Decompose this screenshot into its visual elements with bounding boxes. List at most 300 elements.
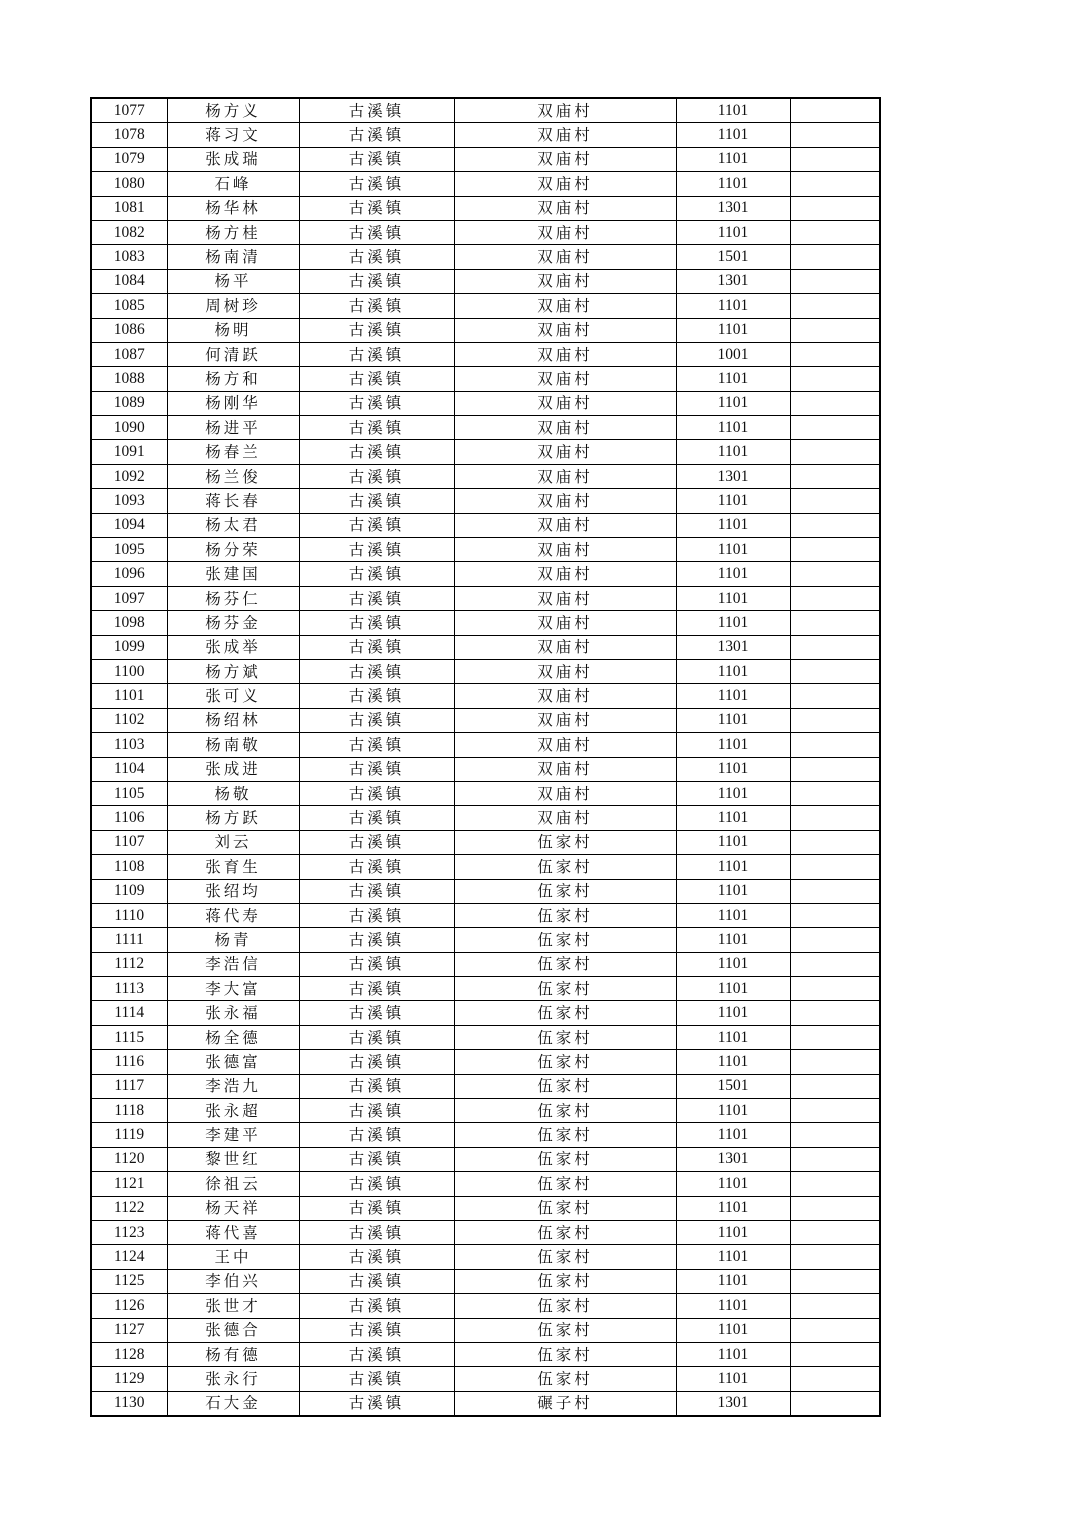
table-row <box>91 294 880 318</box>
note-cell <box>790 489 880 513</box>
village-cell: 伍家村 <box>454 1001 676 1025</box>
town-cell: 古溪镇 <box>299 1050 454 1074</box>
table-row <box>91 952 880 976</box>
table-row <box>91 659 880 683</box>
town-cell: 古溪镇 <box>299 806 454 830</box>
village-cell: 伍家村 <box>454 879 676 903</box>
village-cell: 双庙村 <box>454 513 676 537</box>
village-cell: 伍家村 <box>454 1050 676 1074</box>
town-cell: 古溪镇 <box>299 220 454 244</box>
person-name-cell: 张永行 <box>167 1367 299 1391</box>
town-cell: 古溪镇 <box>299 513 454 537</box>
table-row <box>91 1050 880 1074</box>
note-cell <box>790 318 880 342</box>
row-number-cell: 1125 <box>91 1269 167 1293</box>
village-cell: 双庙村 <box>454 733 676 757</box>
village-cell: 伍家村 <box>454 1099 676 1123</box>
row-number-cell: 1083 <box>91 245 167 269</box>
village-cell: 双庙村 <box>454 318 676 342</box>
code-cell: 1101 <box>676 538 790 562</box>
village-cell: 伍家村 <box>454 1123 676 1147</box>
code-cell: 1101 <box>676 611 790 635</box>
person-name-cell: 杨进平 <box>167 416 299 440</box>
note-cell <box>790 172 880 196</box>
code-cell: 1101 <box>676 1342 790 1366</box>
table-row <box>91 172 880 196</box>
code-cell: 1301 <box>676 635 790 659</box>
person-name-cell: 王中 <box>167 1245 299 1269</box>
town-cell: 古溪镇 <box>299 1391 454 1416</box>
town-cell: 古溪镇 <box>299 1220 454 1244</box>
village-cell: 双庙村 <box>454 123 676 147</box>
town-cell: 古溪镇 <box>299 855 454 879</box>
note-cell <box>790 879 880 903</box>
code-cell: 1101 <box>676 1294 790 1318</box>
town-cell: 古溪镇 <box>299 1196 454 1220</box>
person-name-cell: 杨芬仁 <box>167 586 299 610</box>
row-number-cell: 1104 <box>91 757 167 781</box>
note-cell <box>790 806 880 830</box>
row-number-cell: 1100 <box>91 659 167 683</box>
town-cell: 古溪镇 <box>299 342 454 366</box>
code-cell: 1101 <box>676 147 790 171</box>
town-cell: 古溪镇 <box>299 684 454 708</box>
person-name-cell: 杨芬金 <box>167 611 299 635</box>
village-cell: 伍家村 <box>454 1294 676 1318</box>
note-cell <box>790 781 880 805</box>
village-cell: 伍家村 <box>454 1318 676 1342</box>
village-cell: 伍家村 <box>454 952 676 976</box>
town-cell: 古溪镇 <box>299 977 454 1001</box>
code-cell: 1101 <box>676 1318 790 1342</box>
person-name-cell: 蒋习文 <box>167 123 299 147</box>
code-cell: 1101 <box>676 806 790 830</box>
table-row <box>91 1001 880 1025</box>
row-number-cell: 1107 <box>91 830 167 854</box>
note-cell <box>790 367 880 391</box>
records-table <box>90 97 881 1417</box>
note-cell <box>790 562 880 586</box>
note-cell <box>790 659 880 683</box>
code-cell: 1101 <box>676 830 790 854</box>
code-cell: 1101 <box>676 1269 790 1293</box>
row-number-cell: 1093 <box>91 489 167 513</box>
village-cell: 伍家村 <box>454 1196 676 1220</box>
person-name-cell: 杨南敬 <box>167 733 299 757</box>
row-number-cell: 1119 <box>91 1123 167 1147</box>
code-cell: 1101 <box>676 952 790 976</box>
person-name-cell: 杨分荣 <box>167 538 299 562</box>
person-name-cell: 杨全德 <box>167 1025 299 1049</box>
town-cell: 古溪镇 <box>299 1025 454 1049</box>
person-name-cell: 张成举 <box>167 635 299 659</box>
person-name-cell: 杨华林 <box>167 196 299 220</box>
town-cell: 古溪镇 <box>299 830 454 854</box>
table-row <box>91 977 880 1001</box>
note-cell <box>790 245 880 269</box>
code-cell: 1501 <box>676 1074 790 1098</box>
code-cell: 1101 <box>676 562 790 586</box>
code-cell: 1101 <box>676 318 790 342</box>
note-cell <box>790 1001 880 1025</box>
table-row <box>91 416 880 440</box>
code-cell: 1101 <box>676 757 790 781</box>
code-cell: 1301 <box>676 464 790 488</box>
town-cell: 古溪镇 <box>299 1342 454 1366</box>
village-cell: 双庙村 <box>454 416 676 440</box>
table-row <box>91 489 880 513</box>
person-name-cell: 杨方跃 <box>167 806 299 830</box>
town-cell: 古溪镇 <box>299 464 454 488</box>
town-cell: 古溪镇 <box>299 1172 454 1196</box>
person-name-cell: 杨方斌 <box>167 659 299 683</box>
row-number-cell: 1090 <box>91 416 167 440</box>
village-cell: 双庙村 <box>454 757 676 781</box>
person-name-cell: 李建平 <box>167 1123 299 1147</box>
village-cell: 碾子村 <box>454 1391 676 1416</box>
person-name-cell: 张可义 <box>167 684 299 708</box>
village-cell: 双庙村 <box>454 806 676 830</box>
person-name-cell: 蒋代喜 <box>167 1220 299 1244</box>
village-cell: 伍家村 <box>454 855 676 879</box>
person-name-cell: 张成进 <box>167 757 299 781</box>
note-cell <box>790 1172 880 1196</box>
village-cell: 伍家村 <box>454 903 676 927</box>
table-row <box>91 367 880 391</box>
code-cell: 1101 <box>676 733 790 757</box>
person-name-cell: 张育生 <box>167 855 299 879</box>
code-cell: 1101 <box>676 781 790 805</box>
row-number-cell: 1111 <box>91 928 167 952</box>
note-cell <box>790 1147 880 1171</box>
note-cell <box>790 635 880 659</box>
table-row <box>91 1342 880 1366</box>
table-row <box>91 513 880 537</box>
village-cell: 双庙村 <box>454 172 676 196</box>
note-cell <box>790 952 880 976</box>
note-cell <box>790 1318 880 1342</box>
village-cell: 双庙村 <box>454 147 676 171</box>
table-row <box>91 1245 880 1269</box>
row-number-cell: 1081 <box>91 196 167 220</box>
table-row <box>91 879 880 903</box>
row-number-cell: 1084 <box>91 269 167 293</box>
person-name-cell: 黎世红 <box>167 1147 299 1171</box>
code-cell: 1301 <box>676 196 790 220</box>
village-cell: 双庙村 <box>454 196 676 220</box>
note-cell <box>790 294 880 318</box>
town-cell: 古溪镇 <box>299 367 454 391</box>
row-number-cell: 1085 <box>91 294 167 318</box>
code-cell: 1101 <box>676 1099 790 1123</box>
person-name-cell: 杨绍林 <box>167 708 299 732</box>
table-row <box>91 318 880 342</box>
village-cell: 伍家村 <box>454 1074 676 1098</box>
town-cell: 古溪镇 <box>299 635 454 659</box>
row-number-cell: 1123 <box>91 1220 167 1244</box>
village-cell: 双庙村 <box>454 489 676 513</box>
town-cell: 古溪镇 <box>299 1294 454 1318</box>
code-cell: 1301 <box>676 269 790 293</box>
row-number-cell: 1103 <box>91 733 167 757</box>
row-number-cell: 1091 <box>91 440 167 464</box>
person-name-cell: 杨方和 <box>167 367 299 391</box>
person-name-cell: 杨敬 <box>167 781 299 805</box>
village-cell: 双庙村 <box>454 367 676 391</box>
note-cell <box>790 1245 880 1269</box>
person-name-cell: 石峰 <box>167 172 299 196</box>
code-cell: 1101 <box>676 367 790 391</box>
town-cell: 古溪镇 <box>299 489 454 513</box>
table-row <box>91 538 880 562</box>
code-cell: 1301 <box>676 1147 790 1171</box>
town-cell: 古溪镇 <box>299 562 454 586</box>
code-cell: 1101 <box>676 513 790 537</box>
code-cell: 1101 <box>676 708 790 732</box>
note-cell <box>790 269 880 293</box>
row-number-cell: 1092 <box>91 464 167 488</box>
row-number-cell: 1106 <box>91 806 167 830</box>
town-cell: 古溪镇 <box>299 245 454 269</box>
row-number-cell: 1082 <box>91 220 167 244</box>
person-name-cell: 杨太君 <box>167 513 299 537</box>
person-name-cell: 李大富 <box>167 977 299 1001</box>
village-cell: 伍家村 <box>454 1147 676 1171</box>
town-cell: 古溪镇 <box>299 1245 454 1269</box>
table-row <box>91 1220 880 1244</box>
village-cell: 伍家村 <box>454 1269 676 1293</box>
person-name-cell: 刘云 <box>167 830 299 854</box>
row-number-cell: 1097 <box>91 586 167 610</box>
person-name-cell: 张成瑞 <box>167 147 299 171</box>
town-cell: 古溪镇 <box>299 757 454 781</box>
code-cell: 1101 <box>676 1367 790 1391</box>
table-row <box>91 1172 880 1196</box>
person-name-cell: 杨春兰 <box>167 440 299 464</box>
table-row <box>91 1391 880 1416</box>
town-cell: 古溪镇 <box>299 781 454 805</box>
person-name-cell: 张建国 <box>167 562 299 586</box>
town-cell: 古溪镇 <box>299 952 454 976</box>
table-row <box>91 196 880 220</box>
code-cell: 1101 <box>676 977 790 1001</box>
note-cell <box>790 1099 880 1123</box>
person-name-cell: 杨有德 <box>167 1342 299 1366</box>
person-name-cell: 杨平 <box>167 269 299 293</box>
table-row <box>91 245 880 269</box>
code-cell: 1101 <box>676 123 790 147</box>
code-cell: 1101 <box>676 1001 790 1025</box>
person-name-cell: 杨青 <box>167 928 299 952</box>
note-cell <box>790 757 880 781</box>
table-row <box>91 147 880 171</box>
row-number-cell: 1118 <box>91 1099 167 1123</box>
note-cell <box>790 342 880 366</box>
village-cell: 伍家村 <box>454 1367 676 1391</box>
village-cell: 双庙村 <box>454 294 676 318</box>
person-name-cell: 徐祖云 <box>167 1172 299 1196</box>
table-row <box>91 708 880 732</box>
village-cell: 双庙村 <box>454 98 676 123</box>
note-cell <box>790 1294 880 1318</box>
code-cell: 1101 <box>676 416 790 440</box>
row-number-cell: 1089 <box>91 391 167 415</box>
code-cell: 1301 <box>676 1391 790 1416</box>
row-number-cell: 1115 <box>91 1025 167 1049</box>
row-number-cell: 1124 <box>91 1245 167 1269</box>
row-number-cell: 1129 <box>91 1367 167 1391</box>
code-cell: 1101 <box>676 391 790 415</box>
table-row <box>91 806 880 830</box>
table-row <box>91 611 880 635</box>
village-cell: 伍家村 <box>454 1220 676 1244</box>
code-cell: 1101 <box>676 1123 790 1147</box>
village-cell: 双庙村 <box>454 440 676 464</box>
town-cell: 古溪镇 <box>299 586 454 610</box>
note-cell <box>790 977 880 1001</box>
town-cell: 古溪镇 <box>299 879 454 903</box>
table-row <box>91 586 880 610</box>
note-cell <box>790 1220 880 1244</box>
table-row <box>91 903 880 927</box>
row-number-cell: 1086 <box>91 318 167 342</box>
table-row <box>91 635 880 659</box>
row-number-cell: 1098 <box>91 611 167 635</box>
code-cell: 1101 <box>676 172 790 196</box>
village-cell: 双庙村 <box>454 342 676 366</box>
town-cell: 古溪镇 <box>299 416 454 440</box>
village-cell: 双庙村 <box>454 708 676 732</box>
person-name-cell: 李浩信 <box>167 952 299 976</box>
person-name-cell: 张永超 <box>167 1099 299 1123</box>
village-cell: 双庙村 <box>454 781 676 805</box>
person-name-cell: 蒋长春 <box>167 489 299 513</box>
town-cell: 古溪镇 <box>299 1001 454 1025</box>
code-cell: 1101 <box>676 586 790 610</box>
town-cell: 古溪镇 <box>299 1074 454 1098</box>
row-number-cell: 1105 <box>91 781 167 805</box>
row-number-cell: 1120 <box>91 1147 167 1171</box>
town-cell: 古溪镇 <box>299 1269 454 1293</box>
town-cell: 古溪镇 <box>299 172 454 196</box>
town-cell: 古溪镇 <box>299 123 454 147</box>
note-cell <box>790 538 880 562</box>
table-row <box>91 98 880 123</box>
note-cell <box>790 611 880 635</box>
note-cell <box>790 903 880 927</box>
row-number-cell: 1101 <box>91 684 167 708</box>
row-number-cell: 1080 <box>91 172 167 196</box>
code-cell: 1101 <box>676 855 790 879</box>
person-name-cell: 李浩九 <box>167 1074 299 1098</box>
person-name-cell: 周树珍 <box>167 294 299 318</box>
row-number-cell: 1088 <box>91 367 167 391</box>
note-cell <box>790 440 880 464</box>
table-row <box>91 123 880 147</box>
note-cell <box>790 416 880 440</box>
table-row <box>91 562 880 586</box>
row-number-cell: 1110 <box>91 903 167 927</box>
table-row <box>91 830 880 854</box>
note-cell <box>790 1050 880 1074</box>
table-row <box>91 928 880 952</box>
village-cell: 双庙村 <box>454 659 676 683</box>
row-number-cell: 1079 <box>91 147 167 171</box>
person-name-cell: 杨方桂 <box>167 220 299 244</box>
row-number-cell: 1096 <box>91 562 167 586</box>
person-name-cell: 杨刚华 <box>167 391 299 415</box>
village-cell: 双庙村 <box>454 635 676 659</box>
row-number-cell: 1126 <box>91 1294 167 1318</box>
code-cell: 1101 <box>676 1245 790 1269</box>
table-row <box>91 440 880 464</box>
code-cell: 1101 <box>676 928 790 952</box>
village-cell: 双庙村 <box>454 586 676 610</box>
town-cell: 古溪镇 <box>299 318 454 342</box>
note-cell <box>790 123 880 147</box>
table-row <box>91 757 880 781</box>
note-cell <box>790 98 880 123</box>
code-cell: 1101 <box>676 489 790 513</box>
person-name-cell: 张绍均 <box>167 879 299 903</box>
town-cell: 古溪镇 <box>299 611 454 635</box>
row-number-cell: 1116 <box>91 1050 167 1074</box>
village-cell: 双庙村 <box>454 220 676 244</box>
person-name-cell: 张德富 <box>167 1050 299 1074</box>
row-number-cell: 1099 <box>91 635 167 659</box>
table-row <box>91 1147 880 1171</box>
town-cell: 古溪镇 <box>299 196 454 220</box>
village-cell: 双庙村 <box>454 562 676 586</box>
code-cell: 1101 <box>676 98 790 123</box>
table-row <box>91 1099 880 1123</box>
note-cell <box>790 1196 880 1220</box>
town-cell: 古溪镇 <box>299 391 454 415</box>
table-row <box>91 220 880 244</box>
table-row <box>91 269 880 293</box>
table-row <box>91 1025 880 1049</box>
town-cell: 古溪镇 <box>299 269 454 293</box>
person-name-cell: 张永福 <box>167 1001 299 1025</box>
table-row <box>91 391 880 415</box>
person-name-cell: 杨明 <box>167 318 299 342</box>
village-cell: 双庙村 <box>454 391 676 415</box>
code-cell: 1101 <box>676 440 790 464</box>
code-cell: 1101 <box>676 684 790 708</box>
code-cell: 1101 <box>676 294 790 318</box>
note-cell <box>790 513 880 537</box>
town-cell: 古溪镇 <box>299 1099 454 1123</box>
code-cell: 1101 <box>676 1196 790 1220</box>
table-row <box>91 342 880 366</box>
person-name-cell: 张世才 <box>167 1294 299 1318</box>
village-cell: 双庙村 <box>454 611 676 635</box>
code-cell: 1101 <box>676 220 790 244</box>
village-cell: 伍家村 <box>454 1025 676 1049</box>
village-cell: 双庙村 <box>454 538 676 562</box>
row-number-cell: 1127 <box>91 1318 167 1342</box>
note-cell <box>790 391 880 415</box>
row-number-cell: 1130 <box>91 1391 167 1416</box>
code-cell: 1101 <box>676 879 790 903</box>
data-sheet <box>90 97 881 1417</box>
code-cell: 1101 <box>676 1050 790 1074</box>
village-cell: 双庙村 <box>454 464 676 488</box>
code-cell: 1101 <box>676 1172 790 1196</box>
code-cell: 1101 <box>676 903 790 927</box>
table-row <box>91 1269 880 1293</box>
person-name-cell: 杨南清 <box>167 245 299 269</box>
